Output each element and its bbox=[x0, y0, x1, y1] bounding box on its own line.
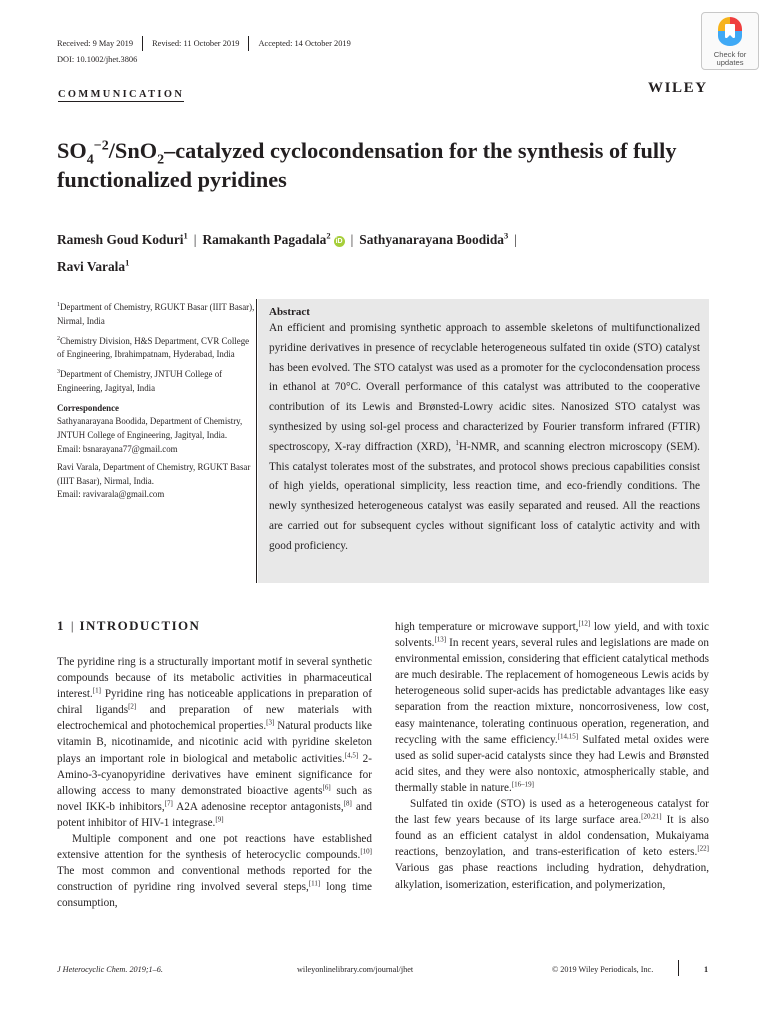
author-name[interactable]: Ramakanth Pagadala$^2$ bbox=[202, 231, 331, 248]
author-list: Ramesh Goud Koduri$^1$ | Ramakanth Pagadala$^2$iD | Sathyanarayana Boodida$^3$ | Ravi Varala$^1$ bbox=[57, 231, 517, 275]
date-divider bbox=[248, 36, 249, 51]
text-run: A2A adenosine receptor antagonists, bbox=[172, 800, 344, 813]
article-title: $SO_4^{-2}/SnO_2$–catalyzed cyclocondensation for the synthesis of fully functionalized pyridines bbox=[57, 138, 677, 192]
correspondence-heading: Correspondence bbox=[57, 402, 119, 413]
accepted-date: Accepted: 14 October 2019 bbox=[258, 39, 351, 48]
correspondence-entry: Sathyanarayana Boodida, Department of Chemistry, JNTUH College of Engineering, Jagityal, India. bbox=[57, 416, 243, 441]
text-run: The pyridine ring is a structurally important motif in several synthetic compounds because of its metabolic activities in pharmaceutical interest. bbox=[57, 656, 372, 701]
text-run: low yield, and with toxic solvents. bbox=[395, 621, 709, 650]
paragraph bbox=[57, 654, 372, 831]
correspondence-email[interactable]: Email: bsnarayana77@gmail.com bbox=[57, 444, 178, 455]
text-run: 2-Amino-3-cyanopyridine derivatives have eminent significance for allowing access to many demonstrated bioactive agents bbox=[57, 752, 372, 797]
body-column-right bbox=[395, 619, 709, 893]
citation-ref[interactable]: [22] bbox=[697, 844, 709, 853]
article-dates bbox=[57, 36, 351, 51]
paragraph bbox=[57, 831, 372, 911]
text-run: In recent years, several rules and legislations are made on environmental emission, considering that efficient catalytical methods are much desirable. The replacement of homogeneous Lewis acids by heterogeneous solid super-acids has predictable advantages like easy separation from the reaction mixture, noncorrosiveness, low cost, easy maintenance, tolerating continuous operation, regeneration, and recycling with the same efficiency. bbox=[395, 637, 709, 746]
text-run: Natural products like vitamin B, nicotinamide, and nicotinic acid with pyridine skeleton plays an important role in biological and metabolic activities. bbox=[57, 720, 372, 765]
check-for-updates-badge[interactable] bbox=[701, 12, 759, 70]
affiliation: $^1$Department of Chemistry, RGUKT Basar (IIIT Basar), Nirmal, India bbox=[57, 301, 255, 326]
badge-line-2: updates bbox=[716, 58, 744, 67]
abstract-heading: Abstract bbox=[269, 306, 310, 318]
citation-ref[interactable]: [6] bbox=[322, 783, 331, 792]
affiliations bbox=[57, 299, 257, 502]
section-heading: 1 | INTRODUCTION bbox=[57, 618, 201, 633]
author-name[interactable]: Ramesh Goud Koduri$^1$ bbox=[57, 231, 188, 248]
text-run: long time consumption, bbox=[57, 881, 372, 910]
paragraph bbox=[395, 619, 709, 796]
citation-ref[interactable]: [2] bbox=[128, 702, 137, 711]
body-column-left bbox=[57, 654, 372, 912]
abstract-text: An efficient and promising synthetic approach to assemble skeletons of multifunctionalized pyridine derivatives in presence of recyclable heterogeneous sulfated tin oxide (STO) catalyst has been evolved. The STO catalyst was used as a promoter for the cyclocondensation process in ethanol at 70°C. Overall performance of this catalyst was attributed to the cooperative contribution of its Lewis and Brønsted-Lowry acidic sites. Nanosized STO catalyst was synthesized by using sol-gel process and characterized by Fourier transform infrared (FTIR) spectroscopy, X-ray diffraction (XRD), $^1$H-NMR, and scanning electron microscopy (SEM). This catalyst tolerates most of the substrates, and protocol shows precious capabilities consist of high yields, operational simplicity, less reaction time, and eco-friendly conditions. The newly synthesized heterogeneous catalyst was easily separated and reused. All the reactions are carried out for subsequent cycles without significant loss of catalytic activity and with good proficiency. bbox=[269, 322, 700, 552]
badge-line-1: Check for bbox=[713, 50, 747, 59]
abstract-box bbox=[258, 299, 709, 583]
citation-ref[interactable]: [10] bbox=[360, 847, 372, 856]
citation-ref[interactable]: [1] bbox=[92, 686, 101, 695]
affiliation: $^2$Chemistry Division, H&S Department, CVR College of Engineering, Ibrahimpatnam, Hyderabad, India bbox=[57, 335, 250, 360]
citation-ref[interactable]: [4,5] bbox=[344, 750, 359, 759]
author-name[interactable]: Ravi Varala$^1$ bbox=[57, 257, 130, 275]
citation-ref[interactable]: [20,21] bbox=[641, 812, 662, 821]
revised-date: Revised: 11 October 2019 bbox=[152, 39, 240, 48]
text-run: Sulfated tin oxide (STO) is used as a heterogeneous catalyst for the last few years because of its large surface area. bbox=[395, 798, 709, 827]
received-date: Received: 9 May 2019 bbox=[57, 39, 134, 48]
publisher-logo: WILEY bbox=[648, 80, 708, 96]
text-run: and preparation of new materials with electrochemical and photochemical properties. bbox=[57, 704, 372, 733]
text-run: high temperature or microwave support, bbox=[395, 621, 579, 633]
citation-ref[interactable]: [9] bbox=[215, 815, 224, 824]
date-divider bbox=[142, 36, 143, 51]
journal-url[interactable]: wileyonlinelibrary.com/journal/jhet bbox=[297, 965, 414, 974]
text-run: Various gas phase reactions including hydration, dehydration, alkylation, isomerization, esterification, and polymerization, bbox=[395, 862, 709, 891]
text-run: Pyridine ring has noticeable applications in preparation of chiral ligands bbox=[57, 688, 372, 717]
orcid-icon[interactable]: iD bbox=[335, 238, 343, 246]
text-run: such as novel IKK-b inhibitors, bbox=[57, 784, 372, 813]
journal-citation: J Heterocyclic Chem. 2019;1–6. bbox=[57, 965, 163, 974]
crossmark-icon bbox=[717, 16, 743, 46]
citation-ref[interactable]: [11] bbox=[308, 879, 321, 888]
correspondence-entry: Ravi Varala, Department of Chemistry, RGUKT Basar (IIIT Basar), Nirmal, India. bbox=[57, 461, 251, 486]
citation-ref[interactable]: [12] bbox=[578, 619, 591, 628]
page-number: 1 bbox=[704, 965, 709, 974]
affiliation: $^3$Department of Chemistry, JNTUH College of Engineering, Jagityal, India bbox=[57, 369, 223, 393]
citation-ref[interactable]: [8] bbox=[343, 799, 352, 808]
text-run: and potent inhibitor of HIV-1 integrase. bbox=[57, 800, 373, 829]
footer-divider bbox=[678, 960, 679, 976]
text-run: Multiple component and one pot reactions have established extensive attention for the synthesis of heterocyclic compounds. bbox=[57, 833, 372, 862]
citation-ref[interactable]: [7] bbox=[164, 799, 173, 808]
citation-ref[interactable]: [13] bbox=[434, 635, 447, 644]
doi[interactable]: DOI: 10.1002/jhet.3806 bbox=[57, 55, 138, 64]
article-type: COMMUNICATION bbox=[58, 89, 185, 100]
citation-ref[interactable]: [3] bbox=[266, 718, 275, 727]
correspondence-email[interactable]: Email: ravivarala@gmail.com bbox=[57, 489, 165, 500]
text-run: Sulfated metal oxides were used as solid super-acid catalysts since they had Lewis and Brønsted acid sites, and they were also nontoxic, atmospherically stable, and thermally stable in nature. bbox=[395, 733, 709, 794]
paragraph bbox=[395, 796, 709, 893]
citation-ref[interactable]: [14,15] bbox=[557, 731, 579, 740]
text-run: It is also found as an efficient catalyst in aldol condensation, Mukaiyama reactions, benzoylation, and trans-esterification of keto esters. bbox=[395, 814, 709, 859]
abstract-divider bbox=[256, 299, 257, 583]
citation-ref[interactable]: [16–19] bbox=[511, 780, 534, 789]
text-run: The most common and conventional methods reported for the construction of pyridine ring involved several steps, bbox=[57, 865, 372, 894]
author-name[interactable]: Sathyanarayana Boodida$^3$ bbox=[359, 231, 509, 248]
copyright: © 2019 Wiley Periodicals, Inc. bbox=[552, 965, 654, 974]
